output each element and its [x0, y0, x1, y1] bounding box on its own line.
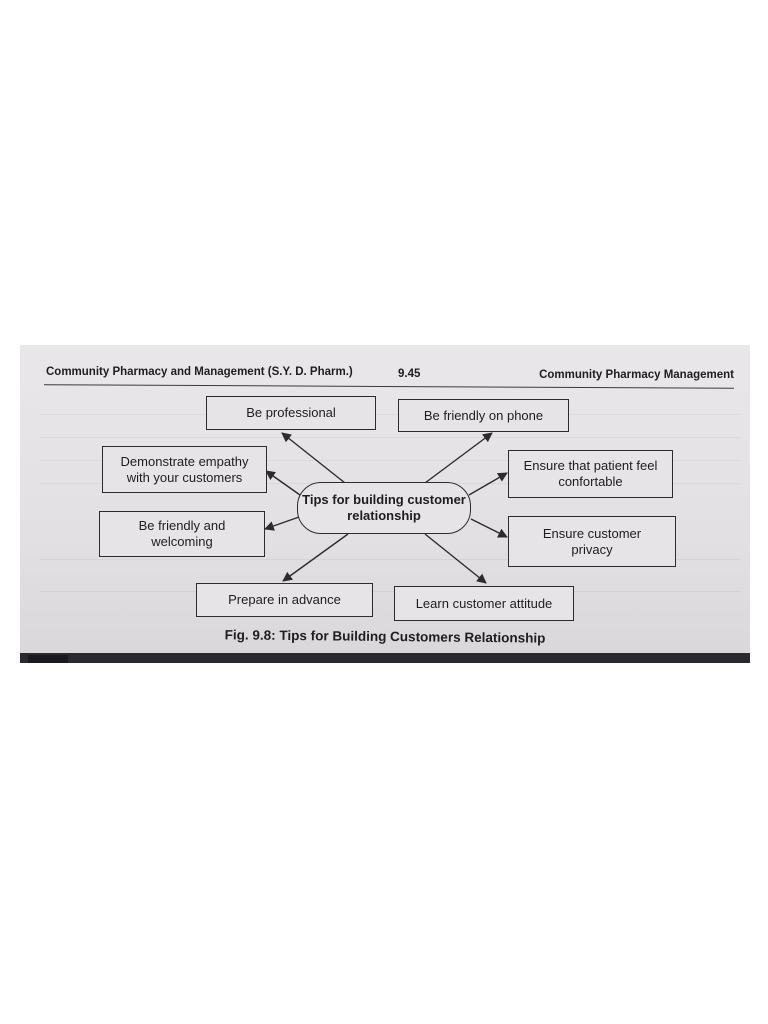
book-page-photo	[20, 345, 750, 663]
arrow-to-be-friendly-welcoming	[265, 517, 299, 529]
header-book-title: Community Pharmacy and Management (S.Y. D. Pharm.)	[46, 366, 353, 378]
tip-ensure-patient-comfortable: Ensure that patient feel confortable	[508, 450, 673, 498]
tip-prepare-in-advance: Prepare in advance	[196, 583, 373, 617]
arrow-to-demonstrate-empathy	[266, 471, 300, 495]
arrow-to-learn-attitude	[425, 534, 486, 583]
section-number-tab	[28, 655, 68, 663]
arrow-to-be-professional	[282, 433, 345, 483]
tip-be-friendly-on-phone: Be friendly on phone	[398, 399, 569, 432]
next-section-heading-cutoff	[20, 653, 750, 663]
figure-caption: Fig. 9.8: Tips for Building Customers Relationship	[224, 627, 546, 646]
arrow-to-ensure-privacy	[471, 519, 507, 537]
header-chapter-title: Community Pharmacy Management	[539, 369, 734, 381]
tip-demonstrate-empathy: Demonstrate empathy with your customers	[102, 446, 267, 493]
arrow-to-be-friendly-on-phone	[425, 433, 492, 483]
tip-be-professional: Be professional	[206, 396, 376, 430]
arrow-to-prepare-in-advance	[283, 534, 348, 581]
tip-ensure-privacy: Ensure customer privacy	[508, 516, 676, 567]
header-page-number: 9.45	[398, 368, 421, 380]
tip-be-friendly-welcoming: Be friendly and welcoming	[99, 511, 265, 557]
arrow-to-ensure-patient-comfortable	[469, 473, 507, 495]
center-node: Tips for building customer relationship	[297, 482, 471, 534]
tip-learn-attitude: Learn customer attitude	[394, 586, 574, 621]
